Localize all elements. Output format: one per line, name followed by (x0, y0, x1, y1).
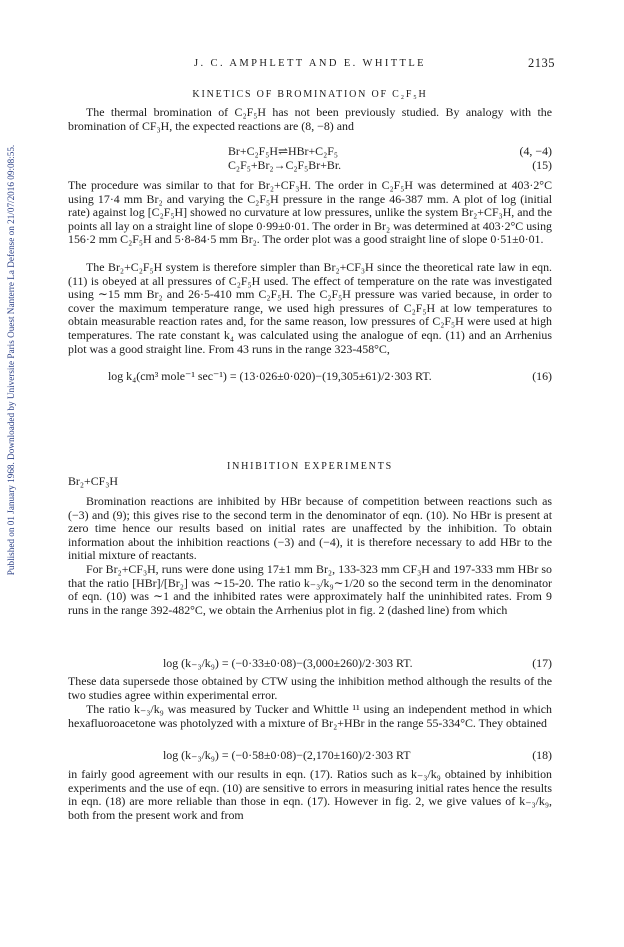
paragraph-7: The ratio k₋₃/k₉ was measured by Tucker and Whittle ¹¹ using an independent method in which hexafluoroacetone was photolyzed with a mixture of Br₂+HBr in the range 55-334°C. They obtained (68, 702, 552, 730)
paragraph-5: For Br₂+CF₃H, runs were done using 17±1 mm Br₂, 133-323 mm CF₃H and 197-333 mm HBr so that the ratio [HBr]/[Br₂] was ∼15-20. The ratio k₋₃/k₉∼1/20 so the second term in the denominator of eqn. (10) was ∼1 and the inhibited rates were approximately half the uninhibited rates. From 9 runs in the range 392-482°C, we obtain the Arrhenius plot in fig. 2 (dashed line) from which (68, 562, 552, 617)
page-number: 2135 (528, 56, 555, 70)
paragraph-1: The thermal bromination of C₂F₅H has not been previously studied. By analogy with the bromination of CF₃H, the expected reactions are (8, −8) and (68, 105, 552, 133)
equation-4-formula: Br+C₂F₅H⇌HBr+C₂F₅ (228, 144, 338, 158)
subheading-br2-cf3h: Br₂+CF₃H (68, 474, 119, 488)
equation-18-number: (18) (532, 748, 552, 762)
paragraph-6: These data supersede those obtained by CTW using the inhibition method although the results of the two studies agree within experimental error. (68, 674, 552, 702)
download-note-sidebar (4, 95, 18, 625)
equation-16-formula: log k₄(cm³ mole⁻¹ sec⁻¹) = (13·026±0·020)−(19,305±61)/2·303 RT. (108, 369, 432, 383)
equation-16-number: (16) (532, 369, 552, 383)
page-header (68, 56, 555, 72)
paragraph-8: in fairly good agreement with our results in eqn. (17). Ratios such as k₋₃/k₉ obtained by inhibition experiments and the use of eqn. (10) are sensitive to errors in measuring initial rates hence the results in eqn. (18) are more reliable than those in eqn. (17). However in fig. 2, we give values of k₋₃/k₉, both from the present work and from (68, 767, 552, 822)
equation-18 (68, 748, 552, 762)
equation-4 (68, 144, 552, 158)
section-title-inhibition: INHIBITION EXPERIMENTS (227, 461, 393, 472)
section-title-kinetics: KINETICS OF BROMINATION OF C₂F₅H (192, 89, 428, 100)
equation-17 (68, 656, 552, 670)
equation-17-number: (17) (532, 656, 552, 670)
paragraph-2: The procedure was similar to that for Br₂+CF₃H. The order in C₂F₅H was determined at 403·2°C using 17·4 mm Br₂ and varying the C₂F₅H pressure in the range 46-387 mm. A plot of log (initial rate) against log [C₂F₅H] showed no curvature at low pressures, unlike the system Br₂+CF₃H, and the points all lay on a straight line of slope 0·99±0·01. The order in Br₂ was determined at 403·2°C using 156·2 mm C₂F₅H and 5·8-84·5 mm Br₂. The order plot was a good straight line of slope 0·51±0·01. (68, 178, 552, 247)
paragraph-3: The Br₂+C₂F₅H system is therefore simpler than Br₂+CF₃H since the theoretical rate law in eqn. (11) is obeyed at all pressures of C₂F₅H used. The effect of temperature on the rate was investigated using ∼15 mm Br₂ and 26·5-410 mm C₂F₅H. The C₂F₅H pressure was varied because, in order to cover the maximum temperature range, we used high pressures of C₂F₅H at low temperatures to obtain measurable reaction rates and, for the same reason, low pressures of C₂F₅H were used at high temperatures. The rate constant k₄ was calculated using the analogue of eqn. (11) and an Arrhenius plot was a good straight line. From 43 runs in the range 323-458°C, (68, 260, 552, 356)
equation-15-formula: C₂F₅+Br₂→C₂F₅Br+Br. (228, 158, 342, 172)
equation-18-formula: log (k₋₃/k₉) = (−0·58±0·08)−(2,170±160)/2·303 RT (163, 748, 411, 762)
running-head: J. C. AMPHLETT AND E. WHITTLE (194, 58, 426, 69)
equation-4-number: (4, −4) (519, 144, 552, 158)
paragraph-4: Bromination reactions are inhibited by HBr because of competition between reactions such as (−3) and (9); this gives rise to the second term in the denominator of eqn. (10). No HBr is present at zero time hence our results based on initial rates are unaffected by the inhibition. To obtain information about the inhibition reactions (−3) and (−4), it is therefore necessary to add HBr to the initial mixture of reactants. (68, 494, 552, 563)
equation-16 (68, 369, 552, 383)
equation-17-formula: log (k₋₃/k₉) = (−0·33±0·08)−(3,000±260)/2·303 RT. (163, 656, 413, 670)
download-note: Published on 01 January 1968. Downloaded by Universite Paris Ouest Nanterre La Defense on 21/07/2016 09:08:55. (6, 144, 16, 576)
equation-15-number: (15) (532, 158, 552, 172)
equation-15 (68, 158, 552, 172)
